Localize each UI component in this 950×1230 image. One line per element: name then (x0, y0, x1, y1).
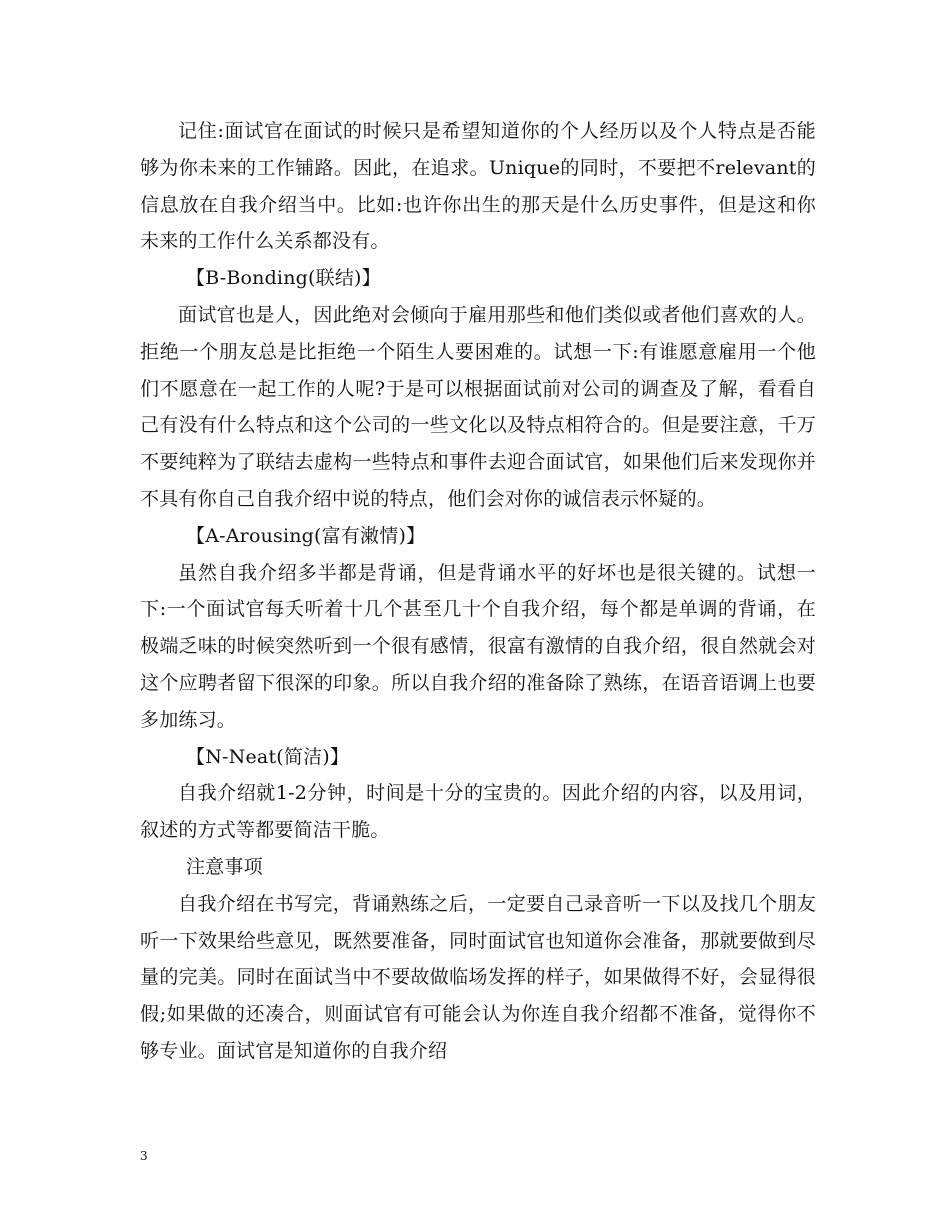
page-number: 3 (140, 1149, 148, 1163)
paragraph-notes: 自我介绍在书写完，背诵熟练之后，一定要自己录音听一下以及找几个朋友听一下效果给些意见，既然要准备，同时面试官也知道你会准备，那就要做到尽量的完美。同时在面试当中不要故做临场发挥的样子，如果做得不好，会显得很假;如果做的还凑合，则面试官有可能会认为你连自我介绍都不准备，觉得你不够专业。面试官是知道你的自我介绍 (140, 892, 816, 1062)
paragraph-bonding: 面试官也是人，因此绝对会倾向于雇用那些和他们类似或者他们喜欢的人。拒绝一个朋友总是比拒绝一个陌生人要困难的。试想一下:有谁愿意雇用一个他们不愿意在一起工作的人呢?于是可以根据面试前对公司的调查及了解，看看自己有没有什么特点和这个公司的一些文化以及特点相符合的。但是要注意，千万不要纯粹为了联结去虚构一些特点和事件去迎合面试官，如果他们后来发现你并不具有你自己自我介绍中说的特点，他们会对你的诚信表示怀疑的。 (140, 303, 816, 510)
paragraph-memory-note: 记住:面试官在面试的时候只是希望知道你的个人经历以及个人特点是否能够为你未来的工作铺路。因此，在追求。Unique的同时，不要把不relevant的信息放在自我介绍当中。比如:也许你出生的那天是什么历史事件，但是这和你未来的工作什么关系都没有。 (140, 120, 816, 253)
heading-arousing: 【A-Arousing(富有潄情)】 (186, 524, 426, 547)
paragraph-neat: 自我介绍就1-2分钟，时间是十分的宝贵的。因此介绍的内容，以及用词，叙述的方式等都要简洁干脆。 (140, 782, 816, 842)
heading-neat: 【N-Neat(简洁)】 (186, 745, 350, 768)
heading-notes: 注意事项 (186, 855, 263, 878)
heading-bonding: 【B-Bonding(联结)】 (186, 267, 381, 290)
document-page (140, 113, 816, 1070)
paragraph-arousing: 虽然自我介绍多半都是背诵，但是背诵水平的好坏也是很关键的。试想一下:一个面试官每夭听着十几个甚至几十个自我介绍，每个都是单调的背诵，在极端乏味的时候突然听到一个很有感情，很富有激情的自我介绍，很自然就会对这个应聘者留下很深的印象。所以自我介绍的准备除了熟练，在语音语调上也要多加练习。 (140, 561, 816, 731)
